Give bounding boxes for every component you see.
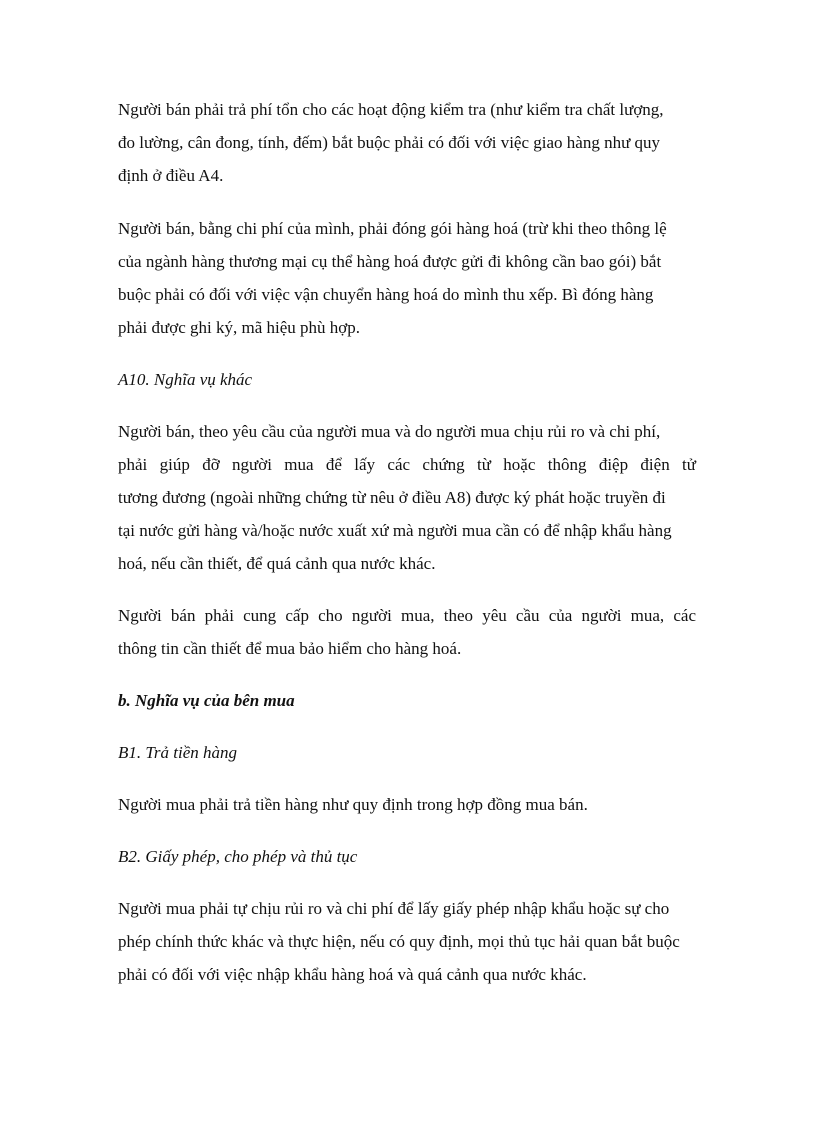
- paragraph-3-line-3: tương đương (ngoài những chứng từ nêu ở điều A8) được ký phát hoặc truyền đi: [118, 488, 666, 507]
- paragraph-3-line-1: Người bán, theo yêu cầu của người mua và do người mua chịu rủi ro và chi phí,: [118, 422, 661, 441]
- heading-b2: B2. Giấy phép, cho phép và thủ tục: [118, 847, 358, 866]
- paragraph-2-line-3: buộc phải có đối với việc vận chuyển hàng hoá do mình thu xếp. Bì đóng hàng: [118, 285, 654, 304]
- paragraph-3-line-2: phải giúp đỡ người mua để lấy các chứng từ hoặc thông điệp điện tử: [118, 455, 696, 474]
- paragraph-2-line-1: Người bán, bằng chi phí của mình, phải đóng gói hàng hoá (trừ khi theo thông lệ: [118, 219, 667, 238]
- paragraph-4-line-1: Người bán phải cung cấp cho người mua, theo yêu cầu của người mua, các: [118, 606, 696, 625]
- section-heading-buyer-obligations: b. Nghĩa vụ của bên mua: [118, 691, 295, 710]
- paragraph-2-line-4: phải được ghi ký, mã hiệu phù hợp.: [118, 318, 361, 337]
- heading-b1: B1. Trả tiền hàng: [118, 743, 238, 762]
- paragraph-b2-line-2: phép chính thức khác và thực hiện, nếu có quy định, mọi thủ tục hải quan bắt buộc: [118, 932, 680, 951]
- paragraph-1-line-3: định ở điều A4.: [118, 166, 224, 185]
- paragraph-1-line-1: Người bán phải trả phí tổn cho các hoạt động kiểm tra (như kiểm tra chất lượng,: [118, 100, 664, 119]
- paragraph-3-line-4: tại nước gửi hàng và/hoặc nước xuất xứ mà người mua cần có để nhập khẩu hàng: [118, 521, 672, 540]
- heading-a10: A10. Nghĩa vụ khác: [118, 370, 253, 389]
- paragraph-b1-line-1: Người mua phải trả tiền hàng như quy định trong hợp đồng mua bán.: [118, 795, 588, 814]
- paragraph-3-line-5: hoá, nếu cần thiết, để quá cảnh qua nước khác.: [118, 554, 436, 573]
- paragraph-b2-line-3: phải có đối với việc nhập khẩu hàng hoá và quá cảnh qua nước khác.: [118, 965, 587, 984]
- paragraph-4-line-2: thông tin cần thiết để mua bảo hiểm cho hàng hoá.: [118, 639, 462, 658]
- paragraph-1-line-2: đo lường, cân đong, tính, đếm) bắt buộc phải có đối với việc giao hàng như quy: [118, 133, 661, 152]
- paragraph-b2-line-1: Người mua phải tự chịu rủi ro và chi phí để lấy giấy phép nhập khẩu hoặc sự cho: [118, 899, 670, 918]
- paragraph-2-line-2: của ngành hàng thương mại cụ thể hàng hoá được gửi đi không cần bao gói) bắt: [118, 252, 662, 271]
